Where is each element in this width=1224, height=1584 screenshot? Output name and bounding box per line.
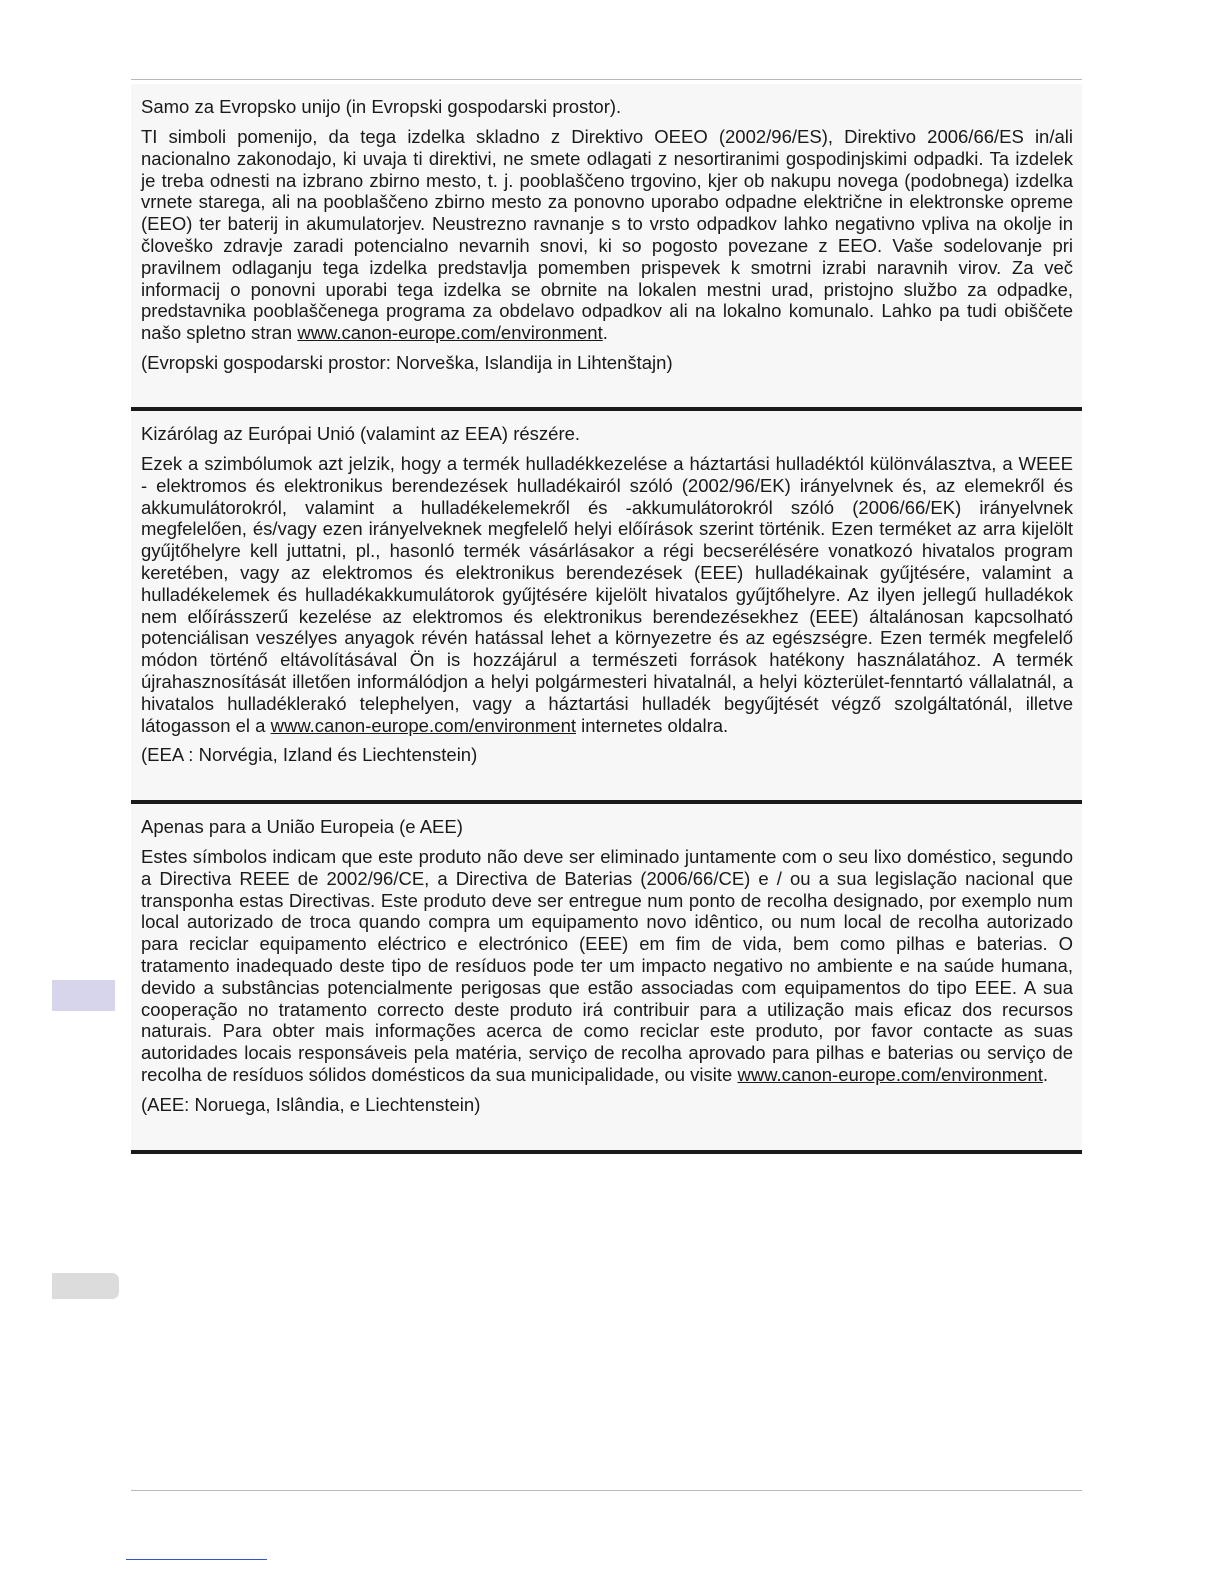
section-slovenian (131, 84, 1082, 411)
section-body (141, 126, 1073, 344)
section-note: (Evropski gospodarski prostor: Norveška, Islandija in Lihtenštajn) (141, 351, 673, 373)
header-rule (131, 79, 1082, 80)
environment-link[interactable]: www.canon-europe.com/environment (270, 714, 576, 736)
section-heading: Kizárólag az Európai Unió (valamint az EEA) részére. (141, 423, 581, 444)
body-text: Ezek a szimbólumok azt jelzik, hogy a termék hulladékkezelése a háztartási hulladéktól különválasztva, a WEEE - elektromos és elektronikus berendezések hulladékairól szóló (2002/96/EK) irányelvnek és, az elemekről és akkumulátorokról, valamint a hulladékelemekről és -akkumulátorokról szóló (2006/66/EK) irányelvnek megfelelően, és/vagy ezen irányelveknek megfelelő helyi előírások szerint történik. Ezen terméket az arra kijelölt gyűjtőhelyre kell juttatni, pl., hasonló termék vásárlásakor a régi becserélésére vonatkozó hivatalos program keretében, vagy az elektromos és elektronikus berendezések (EEE) hulladékainak gyűjtésére, valamint a hulladékelemek és hulladékakkumulátorok gyűjtésére kijelölt hivatalos gyűjtőhelyre. Az ilyen jellegű hulladékok nem előírásszerű kezelése az elektromos és elektronikus berendezésekhez (EEE) általánosan kapcsolható potenciálisan veszélyes anyagok révén hatással lehet a környezetre és az egészségre. Ezen termék megfelelő módon történő eltávolításával Ön is hozzájárul a természeti források hatékony használatához. A termék újrahasznosítását illetően informálódjon a helyi polgármesteri hivatalnál, a helyi közterület-fenntartó vállalatnál, a hivatalos hulladéklerakó telephelyen, vagy a háztartási hulladék begyűjtését végző szolgáltatónál, illetve látogasson el a (141, 453, 1073, 736)
body-text-end: . (602, 322, 608, 344)
body-text: Estes símbolos indicam que este produto não deve ser eliminado juntamente com o seu lixo doméstico, segundo a Directiva REEE de 2002/96/CE, a Directiva de Baterias (2006/66/CE) e / ou a sua legislação nacional que transponha estas Directivas. Este produto deve ser entregue num ponto de recolha designado, por exemplo num local autorizado de troca quando compra um equipamento novo idêntico, ou num local de recolha autorizado para reciclar equipamento eléctrico e electrónico (EEE) em fim de vida, bem como pilhas e baterias. O tratamento inadequado deste tipo de resíduos pode ter um impacto negativo no ambiente e na saúde humana, devido a substâncias potencialmente perigosas que estão associadas com equipamentos do tipo EEE. A sua cooperação no tratamento correcto deste produto irá contribuir para a utilização mais eficaz dos recursos naturais. Para obter mais informações acerca de como reciclar este produto, por favor contacte as suas autoridades locais responsáveis pela matéria, serviço de recolha aprovado para pilhas e baterias ou serviço de recolha de resíduos sólidos domésticos da sua municipalidade, ou visite (141, 846, 1073, 1085)
section-body (141, 453, 1073, 736)
section-note: (EEA : Norvégia, Izland és Liechtenstein) (141, 744, 478, 766)
chapter-tab[interactable] (52, 980, 115, 1011)
body-text-end: . (1042, 1063, 1048, 1085)
body-text: TI simboli pomenijo, da tega izdelka skladno z Direktivo OEEO (2002/96/ES), Direktivo 2006/66/ES in/ali nacionalno zakonodajo, ki uvaja ti direktivi, ne smete odlagati z nesortiranimi gospodinjskimi odpadki. Ta izdelek je treba odnesti na izbrano zbirno mesto, t. j. pooblaščeno trgovino, kjer ob nakupu novega (podobnega) izdelka vrnete starega, ali na pooblaščeno zbirno mesto za ponovno uporabo odpadne električne in elektronske opreme (EEO) ter baterij in akumulatorjev. Neustrezno ravnanje s to vrsto odpadkov lahko negativno vpliva na okolje in človeško zdravje zaradi potencialno nevarnih snovi, ki so pogosto povezane z EEO. Vaše sodelovanje pri pravilnem odlaganju tega izdelka predstavlja pomemben prispevek k smotrni izrabi naravnih virov. Za več informacij o ponovni uporabi tega izdelka se obrnite na lokalen mestni urad, pristojno službo za odpadke, predstavnika pooblaščenega programa za obdelavo odpadkov ali na lokalno komunalo. Lahko pa tudi obiščete našo spletno stran (141, 126, 1073, 344)
environment-link[interactable]: www.canon-europe.com/environment (737, 1063, 1043, 1085)
footer-rule (131, 1490, 1082, 1491)
section-heading: Apenas para a União Europeia (e AEE) (141, 816, 463, 837)
section-divider (131, 1150, 1082, 1154)
section-body (141, 846, 1073, 1086)
index-tab[interactable] (52, 1273, 119, 1299)
footer-link-line (126, 1559, 267, 1560)
body-text-end: internetes oldalra. (576, 714, 729, 736)
section-heading: Samo za Evropsko unijo (in Evropski gospodarski prostor). (141, 96, 622, 117)
section-portuguese (131, 804, 1082, 1154)
section-note: (AEE: Noruega, Islândia, e Liechtenstein) (141, 1093, 481, 1115)
environment-link[interactable]: www.canon-europe.com/environment (297, 322, 603, 344)
section-hungarian (131, 411, 1082, 804)
